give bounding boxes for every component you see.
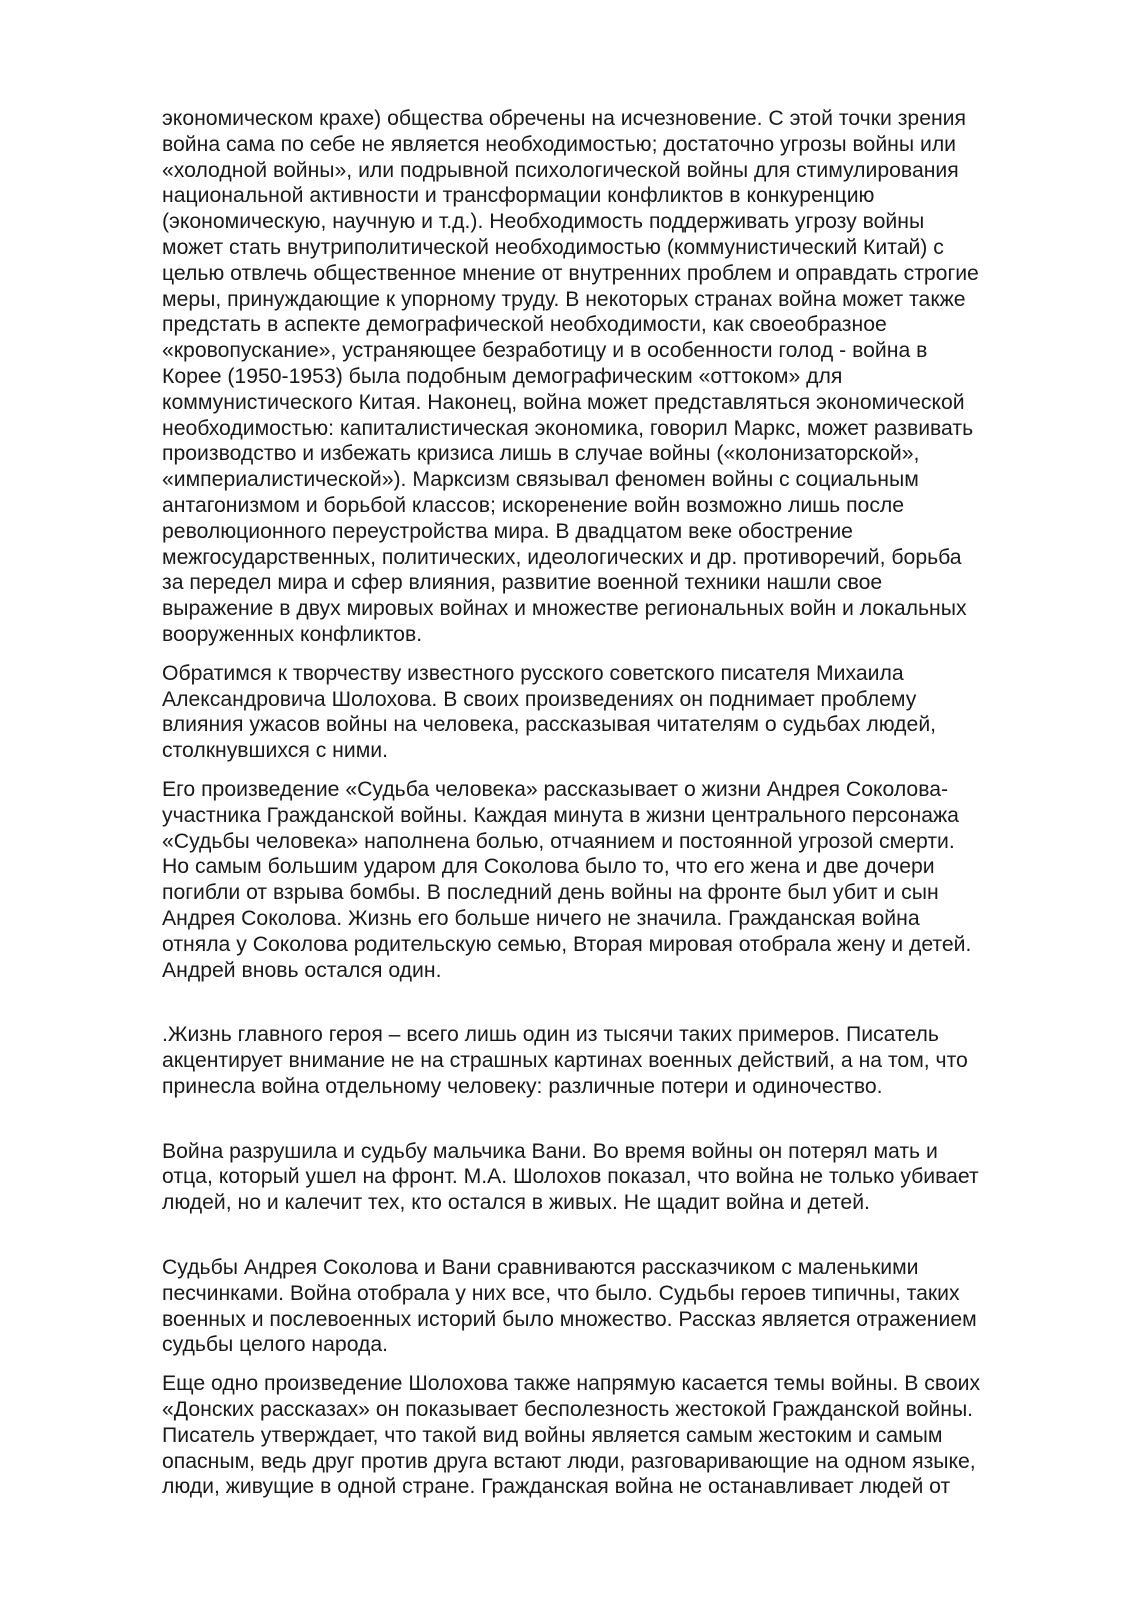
paragraph-fate-of-man: Его произведение «Судьба человека» рассказывает о жизни Андрея Соколова- участника Гражданской войны. Каждая минута в жизни центрального персонажа «Судьбы человека» наполнена болью, отчаянием и постоянной угрозой смерти. Но самым большим ударом для Соколова было то, что его жена и две дочери погибли от взрыва бомбы. В последний день войны на фронте был убит и сын Андрея Соколова. Жизнь его больше ничего не значила. Гражданская война отняла у Соколова родительскую семью, Вторая мировая отобрала жену и детей. Андрей вновь остался один. — [162, 777, 972, 982]
paragraph-grains-of-sand: Судьбы Андрея Соколова и Вани сравниваются рассказчиком с маленькими песчинками. Война отобрала у них все, что было. Судьбы героев типичны, таких военных и послевоенных историй было множество. Рассказ является отражением судьбы целого народа. — [162, 1256, 977, 1357]
body-text — [162, 106, 1042, 1500]
paragraph-war-necessity: экономическом крахе) общества обречены на исчезновение. С этой точки зрения война сама по себе не является необходимостью; достаточно угрозы войны или «холодной войны», или подрывной психологической войны для стимулирования национальной активности и трансформации конфликтов в конкуренцию (экономическую, научную и т.д.). Необходимость поддерживать угрозу войны может стать внутриполитической необходимостью (коммунистический Китай) с целью отвлечь общественное мнение от внутренних проблем и оправдать строгие меры, принуждающие к упорному труду. В некоторых странах война может также предстать в аспекте демографической необходимости, как своеобразное «кровопускание», устраняющее безработицу и в особенности голод - война в Корее (1950-1953) была подобным демографическим «оттоком» для коммунистического Китая. Наконец, война может представляться экономической необходимостью: капиталистическая экономика, говорил Маркс, может развивать производство и избежать кризиса лишь в случае войны («колонизаторской», «империалистической»). Марксизм связывал феномен войны с социальным антагонизмом и борьбой классов; искоренение войн возможно лишь после революционного переустройства мира. В двадцатом веке обострение межгосударственных, политических, идеологических и др. противоречий, борьба за передел мира и сфер влияния, развитие военной техники нашли свое выражение в двух мировых войнах и множестве региональных войн и локальных вооруженных конфликтов. — [162, 107, 979, 646]
paragraph-don-stories: Еще одно произведение Шолохова также напрямую касается темы войны. В своих «Донских рассказах» он показывает бесполезность жестокой Гражданской войны. Писатель утверждает, что такой вид войны является самым жестоким и самым опасным, ведь друг против друга встают люди, разговаривающие на одном языке, люди, живущие в одной стране. Гражданская война не останавливает людей от — [162, 1372, 981, 1499]
paragraph-main-hero: .Жизнь главного героя – всего лишь один из тысячи таких примеров. Писатель акцентирует внимание не на страшных картинах военных действий, а на том, что принесла война отдельному человеку: различные потери и одиночество. — [162, 1023, 968, 1098]
paragraph-vanya: Война разрушила и судьбу мальчика Вани. Во время войны он потерял мать и отца, который ушел на фронт. М.А. Шолохов показал, что война не только убивает людей, но и калечит тех, кто остался в живых. Не щадит война и детей. — [162, 1139, 979, 1215]
paragraph-sholokhov-intro: Обратимся к творчеству известного русского советского писателя Михаила Александровича Шолохова. В своих произведениях он поднимает проблему влияния ужасов войны на человека, рассказывая читателям о судьбах людей, столкнувшихся с ними. — [162, 661, 937, 763]
